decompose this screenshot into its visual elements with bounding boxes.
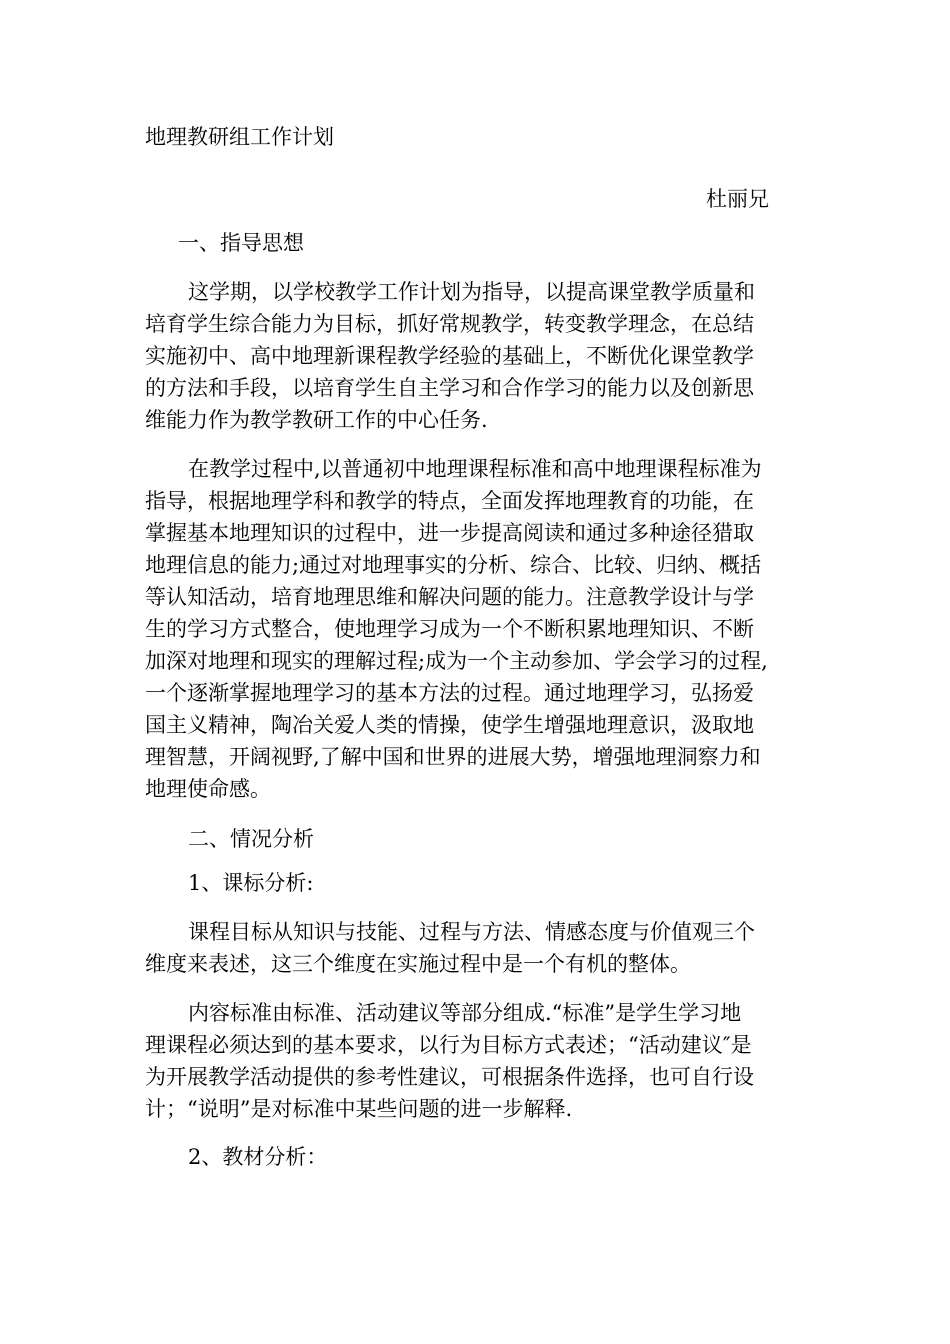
paragraph-line: 地理信息的能力;通过对地理事实的分析、综合、比较、归纳、概括: [145, 553, 762, 577]
paragraph-line: 为开展教学活动提供的参考性建议，可根据条件选择，也可自行设: [145, 1065, 754, 1089]
paragraph-line: 课程目标从知识与技能、过程与方法、情感态度与价值观三个: [188, 920, 755, 944]
subsection-heading-curriculum: 1、课标分析:: [188, 871, 314, 895]
paragraph-line: 国主义精神，陶冶关爱人类的情操，使学生增强地理意识，汲取地: [145, 713, 754, 737]
document-title: 地理教研组工作计划: [145, 125, 334, 149]
paragraph-line: 这学期，以学校教学工作计划为指导，以提高课堂教学质量和: [188, 280, 755, 304]
paragraph-line: 维能力作为教学教研工作的中心任务.: [145, 408, 488, 432]
paragraph-line: 指导，根据地理学科和教学的特点，全面发挥地理教育的功能，在: [145, 489, 754, 513]
paragraph-line: 加深对地理和现实的理解过程;成为一个主动参加、学会学习的过程,: [145, 649, 768, 673]
paragraph-line: 培育学生综合能力为目标，抓好常规教学，转变教学理念，在总结: [145, 312, 754, 336]
paragraph-line: 在教学过程中,以普通初中地理课程标准和高中地理课程标准为: [188, 457, 762, 481]
subsection-heading-textbook: 2、教材分析：: [188, 1145, 328, 1169]
paragraph-line: 理智慧，开阔视野,了解中国和世界的进展大势，增强地理洞察力和: [145, 745, 761, 769]
paragraph-line: 理课程必须达到的基本要求，以行为目标方式表述；“活动建议″是: [145, 1033, 752, 1057]
paragraph-line: 生的学习方式整合，使地理学习成为一个不断积累地理知识、不断: [145, 617, 754, 641]
paragraph-line: 一个逐渐掌握地理学习的基本方法的过程。通过地理学习，弘扬爱: [145, 681, 754, 705]
paragraph-line: 计；“说明”是对标准中某些问题的进一步解释.: [145, 1097, 573, 1121]
paragraph-line: 内容标准由标准、活动建议等部分组成.“标准”是学生学习地: [188, 1001, 742, 1025]
section-heading-situation-analysis: 二、情况分析: [188, 827, 314, 851]
paragraph-line: 维度来表述，这三个维度在实施过程中是一个有机的整体。: [145, 952, 691, 976]
paragraph-line: 等认知活动，培育地理思维和解决问题的能力。注意教学设计与学: [145, 585, 754, 609]
section-heading-guiding-ideology: 一、指导思想: [178, 231, 304, 255]
paragraph-line: 掌握基本地理知识的过程中，进一步提高阅读和通过多种途径猎取: [145, 521, 754, 545]
author-name: 杜丽兄: [706, 187, 769, 211]
paragraph-line: 地理使命感。: [145, 777, 271, 801]
paragraph-line: 的方法和手段，以培育学生自主学习和合作学习的能力以及创新思: [145, 376, 754, 400]
paragraph-line: 实施初中、高中地理新课程教学经验的基础上，不断优化课堂教学: [145, 344, 754, 368]
